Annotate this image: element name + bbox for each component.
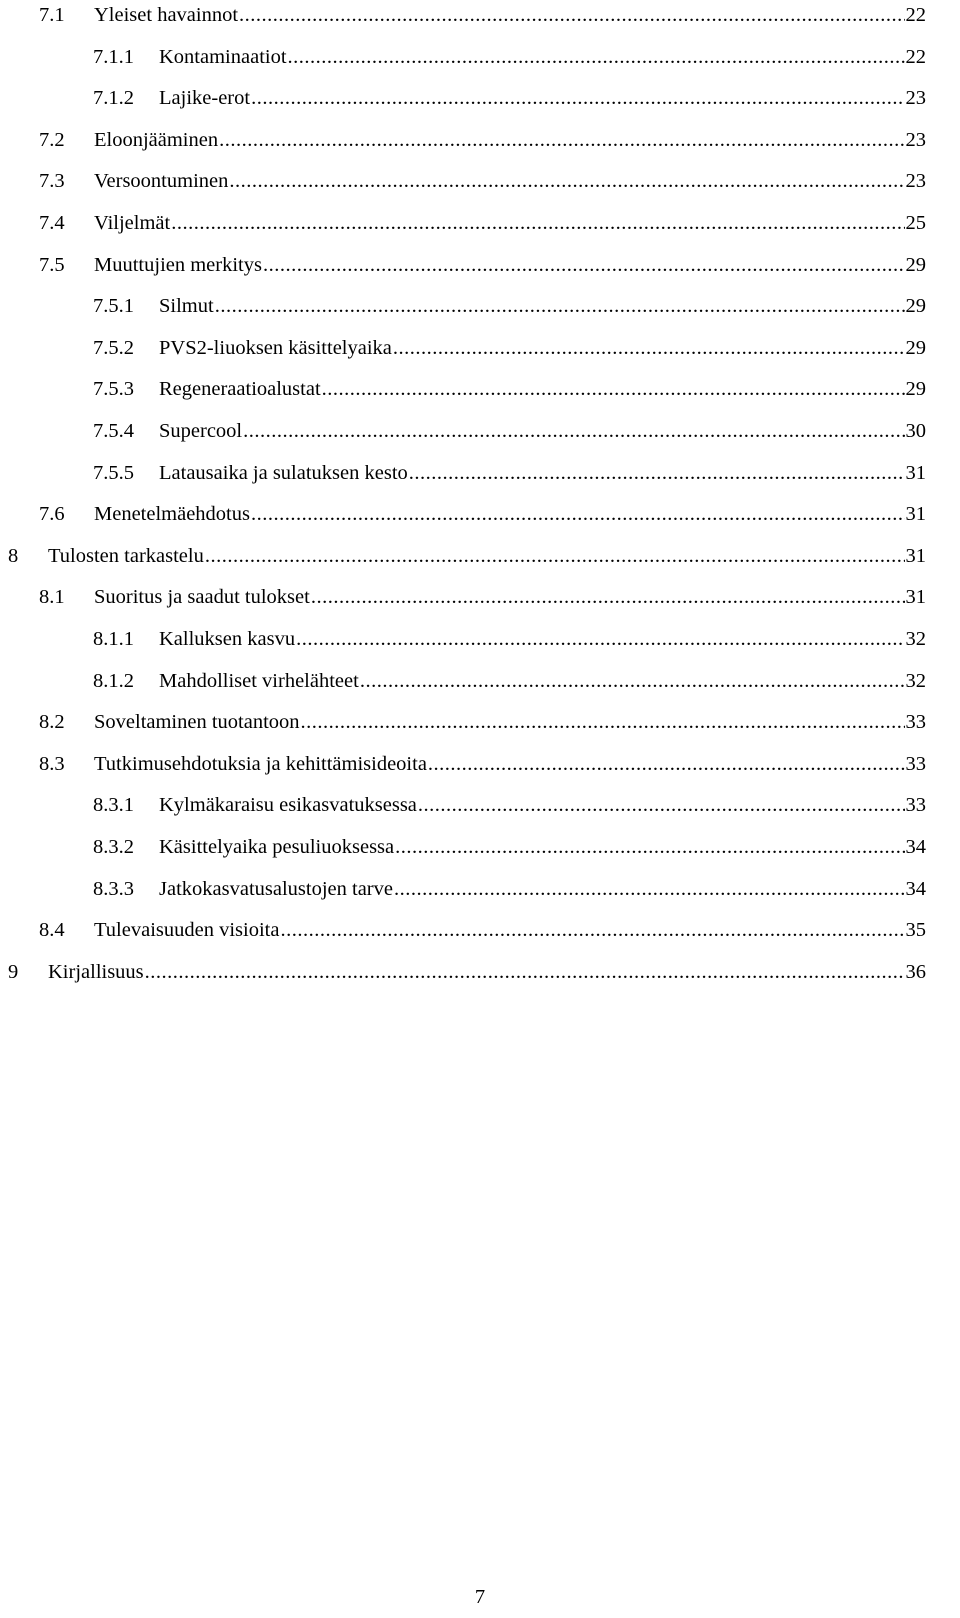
toc-entry-page: 31 bbox=[905, 586, 926, 609]
toc-dot-leader bbox=[219, 125, 904, 155]
toc-entry-page: 33 bbox=[905, 752, 926, 775]
toc-entry-title: Yleiset havainnot bbox=[94, 4, 239, 26]
toc-entry-title: Suoritus ja saadut tulokset bbox=[94, 586, 310, 609]
toc-entry-number: 7.5.1 bbox=[93, 295, 134, 318]
toc-dot-leader bbox=[296, 624, 904, 654]
toc-entry-title: Supercool bbox=[159, 420, 243, 442]
toc-dot-leader bbox=[243, 416, 904, 446]
toc-dot-leader bbox=[280, 915, 904, 945]
toc-entry-page: 23 bbox=[905, 128, 926, 151]
toc-dot-leader bbox=[251, 499, 905, 529]
toc-entry-page: 32 bbox=[905, 669, 926, 692]
toc-entry[interactable] bbox=[93, 666, 926, 696]
toc-entry-page: 34 bbox=[905, 877, 926, 900]
toc-entry-title: Kylmäkaraisu esikasvatuksessa bbox=[159, 794, 417, 817]
toc-entry-page: 29 bbox=[905, 253, 926, 276]
toc-entry-number: 8 bbox=[8, 544, 19, 567]
toc-entry-number: 8.2 bbox=[39, 711, 65, 734]
toc-entry-page: 30 bbox=[905, 420, 926, 442]
toc-entry[interactable] bbox=[93, 624, 926, 654]
toc-entry-page: 33 bbox=[905, 711, 926, 734]
toc-entry-title: Eloonjääminen bbox=[94, 128, 219, 151]
toc-dot-leader bbox=[395, 832, 904, 862]
toc-entry-page: 22 bbox=[905, 4, 926, 26]
toc-entry-title: Mahdolliset virhelähteet bbox=[159, 669, 359, 692]
toc-entry-page: 32 bbox=[905, 628, 926, 650]
toc-entry-number: 9 bbox=[8, 960, 19, 983]
toc-entry[interactable] bbox=[39, 915, 926, 945]
toc-dot-leader bbox=[360, 666, 905, 696]
toc-entry-number: 7.2 bbox=[39, 128, 65, 151]
toc-entry-title: Versoontuminen bbox=[94, 170, 229, 193]
toc-entry-title: Tulosten tarkastelu bbox=[48, 544, 204, 567]
toc-dot-leader bbox=[393, 333, 905, 363]
toc-entry[interactable] bbox=[39, 707, 926, 737]
toc-dot-leader bbox=[418, 790, 905, 820]
toc-entry[interactable] bbox=[39, 582, 926, 612]
toc-entry[interactable] bbox=[39, 0, 926, 30]
toc-entry[interactable] bbox=[93, 790, 926, 820]
toc-dot-leader bbox=[409, 458, 905, 488]
toc-entry-number: 7.3 bbox=[39, 170, 65, 193]
page-number: 7 bbox=[474, 1586, 486, 1608]
toc-entry[interactable] bbox=[8, 957, 926, 987]
toc-entry[interactable] bbox=[93, 832, 926, 862]
toc-entry-number: 7.5.3 bbox=[93, 378, 134, 401]
toc-entry-number: 8.4 bbox=[39, 919, 65, 942]
toc-entry[interactable] bbox=[39, 250, 926, 280]
toc-entry[interactable] bbox=[39, 499, 926, 529]
toc-dot-leader bbox=[394, 874, 905, 904]
toc-dot-leader bbox=[301, 707, 905, 737]
toc-entry-number: 8.3.3 bbox=[93, 877, 134, 900]
toc-entry-number: 7.5.2 bbox=[93, 336, 134, 359]
toc-dot-leader bbox=[311, 582, 905, 612]
toc-entry-number: 8.3 bbox=[39, 752, 65, 775]
toc-dot-leader bbox=[251, 83, 904, 113]
toc-entry-number: 8.3.2 bbox=[93, 836, 134, 858]
toc-entry-page: 29 bbox=[905, 336, 926, 359]
toc-entry[interactable] bbox=[39, 749, 926, 779]
toc-entry-title: Latausaika ja sulatuksen kesto bbox=[159, 461, 408, 484]
toc-entry[interactable] bbox=[93, 83, 926, 113]
toc-entry-title: Lajike-erot bbox=[159, 87, 251, 110]
toc-entry-page: 36 bbox=[905, 960, 926, 983]
toc-entry[interactable] bbox=[93, 333, 926, 363]
toc-entry-page: 35 bbox=[905, 919, 926, 942]
toc-entry[interactable] bbox=[93, 874, 926, 904]
toc-entry-title: Jatkokasvatusalustojen tarve bbox=[159, 877, 393, 900]
toc-entry-number: 7.5.4 bbox=[93, 420, 134, 442]
toc-dot-leader bbox=[215, 291, 905, 321]
toc-entry-page: 33 bbox=[905, 794, 926, 817]
toc-entry[interactable] bbox=[93, 458, 926, 488]
toc-dot-leader bbox=[229, 166, 904, 196]
toc-entry-title: Kontaminaatiot bbox=[159, 45, 287, 68]
toc-entry[interactable] bbox=[39, 208, 926, 238]
toc-dot-leader bbox=[145, 957, 905, 987]
toc-entry-title: Muuttujien merkitys bbox=[94, 253, 262, 276]
toc-entry-page: 31 bbox=[905, 503, 926, 526]
toc-entry-title: PVS2-liuoksen käsittelyaika bbox=[159, 336, 392, 359]
toc-entry-number: 7.1 bbox=[39, 4, 65, 26]
toc-dot-leader bbox=[322, 374, 905, 404]
toc-entry-page: 31 bbox=[905, 544, 926, 567]
toc-entry-number: 8.3.1 bbox=[93, 794, 134, 817]
toc-entry-page: 34 bbox=[905, 836, 926, 858]
toc-entry-page: 29 bbox=[905, 295, 926, 318]
toc-entry[interactable] bbox=[93, 42, 926, 72]
toc-entry-title: Silmut bbox=[159, 295, 214, 318]
toc-dot-leader bbox=[205, 541, 905, 571]
toc-entry-page: 25 bbox=[905, 212, 926, 234]
toc-entry-title: Menetelmäehdotus bbox=[94, 503, 250, 526]
toc-entry[interactable] bbox=[8, 541, 926, 571]
toc-entry-number: 7.5.5 bbox=[93, 461, 134, 484]
toc-entry-number: 7.6 bbox=[39, 503, 65, 526]
toc-entry-number: 7.1.1 bbox=[93, 45, 134, 68]
toc-entry-number: 7.5 bbox=[39, 253, 65, 276]
toc-dot-leader bbox=[171, 208, 904, 238]
toc-entry-title: Käsittelyaika pesuliuoksessa bbox=[159, 836, 395, 858]
toc-entry-title: Soveltaminen tuotantoon bbox=[94, 711, 300, 734]
toc-entry[interactable] bbox=[39, 166, 926, 196]
toc-dot-leader bbox=[288, 42, 905, 72]
toc-dot-leader bbox=[428, 749, 905, 779]
toc-entry-number: 8.1.2 bbox=[93, 669, 134, 692]
toc-dot-leader bbox=[239, 0, 904, 30]
toc-entry-number: 8.1.1 bbox=[93, 628, 134, 650]
toc-entry-page: 23 bbox=[905, 87, 926, 110]
toc-entry[interactable] bbox=[39, 125, 926, 155]
toc-entry-title: Tulevaisuuden visioita bbox=[94, 919, 280, 942]
toc-entry[interactable] bbox=[93, 416, 926, 446]
toc-entry-number: 7.1.2 bbox=[93, 87, 134, 110]
toc-entry-page: 29 bbox=[905, 378, 926, 401]
toc-entry-number: 8.1 bbox=[39, 586, 65, 609]
toc-entry-number: 7.4 bbox=[39, 212, 65, 234]
toc-entry[interactable] bbox=[93, 374, 926, 404]
toc-dot-leader bbox=[263, 250, 905, 280]
toc-entry-title: Viljelmät bbox=[94, 212, 171, 234]
toc-entry-title: Regeneraatioalustat bbox=[159, 378, 321, 401]
toc-entry-page: 23 bbox=[905, 170, 926, 193]
toc-entry-title: Kalluksen kasvu bbox=[159, 628, 296, 650]
toc-entry-title: Kirjallisuus bbox=[48, 960, 144, 983]
toc-entry-page: 31 bbox=[905, 461, 926, 484]
toc-entry[interactable] bbox=[93, 291, 926, 321]
toc-entry-page: 22 bbox=[905, 45, 926, 68]
toc-entry-title: Tutkimusehdotuksia ja kehittämisideoita bbox=[94, 752, 427, 775]
